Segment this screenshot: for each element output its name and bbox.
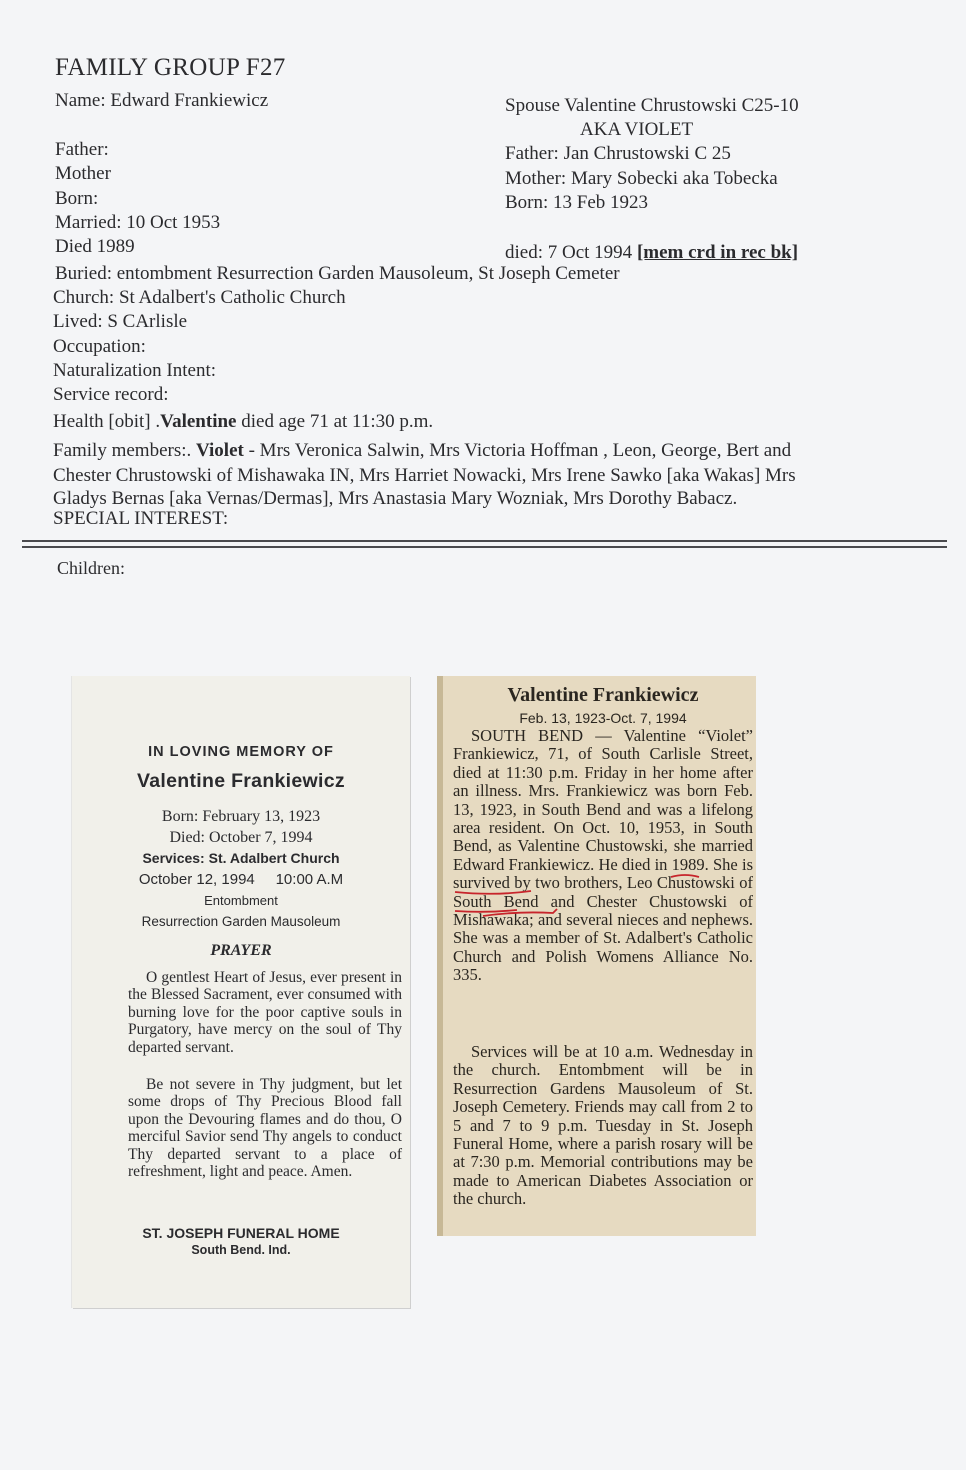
died-field: Died 1989 — [55, 236, 135, 257]
family-members-field — [53, 440, 791, 462]
card-mausoleum: Resurrection Garden Mausoleum — [141, 914, 341, 929]
born-field: Born: — [55, 188, 99, 209]
page-title: FAMILY GROUP F27 — [55, 54, 286, 81]
obituary-clipping — [437, 676, 756, 1236]
health-name: Valentine — [160, 411, 237, 432]
married-field: Married: 10 Oct 1953 — [55, 212, 221, 233]
card-services: Services: St. Adalbert Church — [142, 850, 340, 866]
family-members-line-3: Gladys Bernas [aka Vernas/Dermas], Mrs Anastasia Mary Wozniak, Mrs Dorothy Babacz. — [53, 488, 738, 509]
health-label: Health [obit] . — [53, 411, 161, 432]
spouse-father-field: Father: Jan Chrustowski C 25 — [505, 143, 731, 164]
family-text: - Mrs Veronica Salwin, Mrs Victoria Hoffman , Leon, George, Bert and — [243, 440, 792, 461]
spouse-died-field — [505, 242, 798, 264]
health-text: died age 71 at 11:30 p.m. — [236, 411, 434, 432]
family-members-line-2: Chester Chrustowski of Mishawaka IN, Mrs Harriet Nowacki, Mrs Irene Sawko [aka Wakas] Mrs — [53, 465, 796, 486]
card-died: Died: October 7, 1994 — [169, 829, 313, 846]
card-heading: IN LOVING MEMORY OF — [148, 744, 334, 760]
children-field: Children: — [57, 558, 125, 578]
church-field: Church: St Adalbert's Catholic Church — [53, 287, 346, 308]
family-label: Family members:. — [53, 440, 197, 461]
prayer-title: PRAYER — [210, 942, 272, 959]
obituary-paragraph-1: SOUTH BEND — Valentine “Violet” Frankiewicz, 71, of South Carlisle Street, died at 11:30 p.m. Friday in her home after an illness. Mrs. Frankiewicz was born Feb. 13, 1923, in South Bend and was a lifelong area resident. On Oct. 10, 1953, in South Bend, as Valentine Chustowski, she married Edward Frankiewicz. He died in 1989. She is survived by two brothers, Leo Chustowski of South Bend and Chester Chustowski of Mishawaka; and several nieces and nephews. She was a member of St. Adalbert's Catholic Church and Polish Womens Alliance No. 335. — [453, 726, 753, 985]
prayer-paragraph-2: Be not severe in Thy judgment, but let some drops of Thy Precious Blood fall upon the Devouring flames and do thou, O merciful Savior send Thy angels to conduct Thy departed servant to a place of refreshment, light and peace. Amen. — [128, 1076, 402, 1181]
naturalization-field: Naturalization Intent: — [53, 360, 217, 381]
card-name: Valentine Frankiewicz — [137, 770, 345, 792]
mother-field: Mother — [55, 163, 111, 184]
obituary-name: Valentine Frankiewicz — [507, 684, 699, 706]
card-entombment: Entombment — [204, 893, 278, 908]
separator-line-top — [22, 540, 947, 542]
occupation-field: Occupation: — [53, 336, 146, 357]
name-field: Name: Edward Frankiewicz — [55, 90, 269, 111]
special-interest-field: SPECIAL INTEREST: — [53, 508, 229, 529]
spouse-mother-field: Mother: Mary Sobecki aka Tobecka — [505, 168, 778, 189]
family-name: Violet — [196, 440, 244, 461]
memorial-card-note: [mem crd in rec bk] — [636, 242, 799, 263]
memorial-card — [72, 676, 410, 1308]
pen-mark-2 — [455, 891, 531, 894]
pen-mark-3 — [455, 910, 517, 912]
spouse-aka: AKA VIOLET — [580, 119, 694, 140]
card-born: Born: February 13, 1923 — [161, 808, 321, 825]
funeral-home-city: South Bend. Ind. — [191, 1243, 291, 1257]
spouse-field: Spouse Valentine Chrustowski C25-10 — [505, 95, 799, 116]
buried-field: Buried: entombment Resurrection Garden Mausoleum, St Joseph Cemeter — [55, 263, 620, 284]
pen-mark-4 — [483, 909, 557, 916]
spouse-born-field: Born: 13 Feb 1923 — [505, 192, 649, 213]
father-field: Father: — [55, 139, 109, 160]
funeral-home: ST. JOSEPH FUNERAL HOME — [142, 1225, 340, 1241]
red-pen-marks — [443, 676, 756, 1236]
pen-mark-1 — [671, 875, 699, 877]
obituary-paragraph-2: Services will be at 10 a.m. Wednesday in the church. Entombment will be in Resurrection Gardens Mausoleum of St. Joseph Cemetery. Friends may call from 2 to 5 and 7 to 9 p.m. Tuesday in St. Joseph Funeral Home, where a parish rosary will be at 7:30 p.m. Memorial contributions may be made to American Diabetes Association or the church. — [453, 1042, 753, 1209]
separator-line-bottom — [22, 546, 947, 548]
lived-field: Lived: S CArlisle — [53, 311, 188, 332]
service-record-field: Service record: — [53, 384, 169, 405]
spouse-died-text: died: 7 Oct 1994 — [505, 242, 637, 263]
prayer-paragraph-1: O gentlest Heart of Jesus, ever present in the Blessed Sacrament, ever consumed with burning love for the poor captive souls in Purgatory, have mercy on the soul of Thy departed servant. — [128, 969, 402, 1056]
obituary-dates: Feb. 13, 1923-Oct. 7, 1994 — [519, 710, 687, 726]
card-date: October 12, 1994 10:00 A.M — [138, 871, 344, 888]
health-field — [53, 411, 433, 433]
